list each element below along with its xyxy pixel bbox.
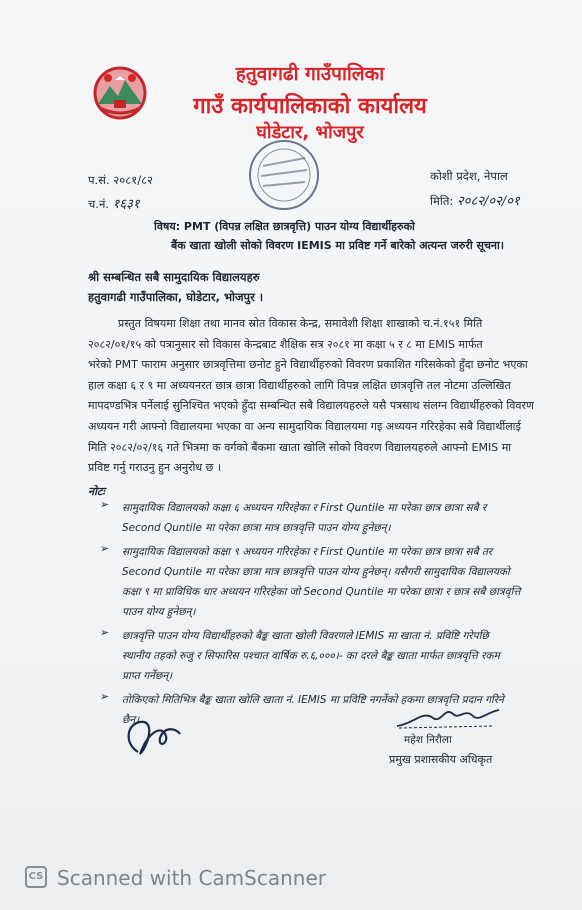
letter-date: [430, 191, 520, 209]
body-line: प्रस्तुत विषयमा शिक्षा तथा मानव स्रोत विकास केन्द्र, समावेशी शिक्षा शाखाको च.नं.१५१ मिति: [118, 317, 483, 330]
dispatch-number-value: १६३१: [112, 197, 140, 212]
office-name: गाउँ कार्यपालिकाको कार्यालय: [193, 94, 427, 119]
note-line: सामुदायिक विद्यालयको कक्षा ६ अध्ययन गरिरहेका र First Quntile मा परेका छात्र छात्रा सबै र: [122, 502, 487, 514]
note-line: Second Quntile मा परेका छात्रा मात्र छात्रवृत्ति पाउन योग्य हुनेछन्।: [122, 522, 391, 534]
body-line: अध्ययन गरी आफ्नो विद्यालयमा भएका वा अन्य सामुदायिक विद्यालयमा गइ अध्ययन गरिरहेका सबै विद्यार्थीलाई: [88, 419, 521, 433]
addressee-line-1: श्री सम्बन्धित सबै सामुदायिक विद्यालयहरु: [88, 270, 260, 284]
body-line: मिति २०८२/०२/१६ गते भित्रमा क वर्गको बैंकमा खाता खोलि सोको विवरण विद्यालयहरुले आफ्नो EMIS मा: [88, 440, 512, 454]
note-item: [100, 626, 540, 686]
scan-watermark-text: Scanned with CamScanner: [57, 866, 326, 890]
office-location: घोडेटार, भोजपुर: [256, 122, 364, 143]
nepal-emblem-icon: [92, 64, 148, 120]
note-line: पाउन योग्य हुनेछन्।: [122, 606, 196, 618]
letter-body: [88, 314, 534, 479]
municipality-name: हतुवागढी गाउँपालिका: [235, 63, 385, 85]
province-text: कोशी प्रदेश, नेपाल: [430, 169, 508, 183]
office-round-stamp-icon: [245, 136, 323, 214]
note-line: छैन।: [122, 714, 140, 726]
note-line: प्राप्त गर्नेछन्।: [122, 670, 173, 682]
body-line: प्रविष्ट गर्नु गराउनु हुन अनुरोध छ ।: [88, 461, 222, 475]
note-heading: नोटः: [88, 485, 105, 498]
note-item: [100, 542, 540, 622]
note-line: स्थानीय तहको रुजु र सिफारिस पश्चात वार्षिक रु.६,०००।- का दरले बैङ्क खाता मार्फत छात्रवृत्ति रकम: [122, 650, 500, 662]
note-item: [100, 498, 540, 538]
body-line: २०८२/०१/१५ को पत्रानुसार सो विकास केन्द्रबाट शैक्षिक सत्र २०८१ मा कक्षा ५ र ८ मा EMIS मार्फत: [88, 337, 483, 351]
arrow-bullet-icon: ➢: [100, 498, 110, 511]
addressee-line-2: हतुवागढी गाउँपालिका, घोडेटार, भोजपुर ।: [88, 290, 264, 304]
arrow-bullet-icon: ➢: [100, 626, 110, 639]
date-label: मिति:: [430, 194, 454, 208]
dispatch-number-label: च.नं.: [88, 197, 109, 211]
officer-signature-icon: [393, 700, 503, 732]
signatory-name: महेश निरौला: [404, 734, 452, 746]
subject-line-1: विषय: PMT (विपन्न लक्षित छात्रवृत्ति) पाउन योग्य विद्यार्थीहरुको: [154, 220, 415, 233]
notes-list: [100, 498, 540, 734]
dispatch-number: [88, 194, 140, 212]
camscanner-logo-icon: CS: [25, 866, 47, 888]
note-line: छात्रवृत्ति पाउन योग्य विद्यार्थीहरुको बैङ्क खाता खोली विवरणले IEMIS मा खाता नं. प्रविष्टि गरेपछि: [122, 630, 489, 642]
arrow-bullet-icon: ➢: [100, 690, 110, 703]
body-line: भरेको PMT फाराम अनुसार छात्रवृत्तिमा छनोट हुने विद्यार्थीहरुको विवरण प्रकाशित गरिसकेको हुँदा छनोट भएका: [88, 358, 528, 372]
body-line: मापदण्डभित्र पर्नेलाई सुनिश्चित भएको हुँदा सम्बन्धित सबै विद्यालयहरुले यसै पत्रसाथ संलग्न विद्यार्थीहरुको विवरण: [88, 399, 534, 413]
body-line: हाल कक्षा ६ र ९ मा अध्ययनरत छात्र छात्रा विद्यार्थीहरुको लागि विपन्न लक्षित छात्रवृत्ति तल नोटमा उल्लिखित: [88, 378, 511, 392]
note-line: सामुदायिक विद्यालयको कक्षा ९ अध्ययन गरिरहेका र First Quntile मा परेका छात्र छात्रा सबै तर: [122, 546, 493, 558]
initial-signature-icon: [118, 712, 188, 762]
note-line: Second Quntile मा परेका छात्रा मात्र छात्रवृत्ति पाउन योग्य हुनेछन्। यसैगरी सामुदायिक विद्यालयको: [122, 566, 510, 578]
note-line: कक्षा ९ मा प्राविधिक धार अध्ययन गरिरहेका जो Second Quntile मा परेका छात्रा र छात्र सबै छात्रवृत्ति: [122, 586, 521, 598]
arrow-bullet-icon: ➢: [100, 542, 110, 555]
signatory-title: प्रमुख प्रशासकीय अधिकृत: [389, 753, 493, 766]
subject-line-2: बैंक खाता खोली सोको विवरण IEMIS मा प्रविष्ट गर्ने बारेको अत्यन्त जरुरी सूचना।: [171, 239, 505, 252]
letter-reference-number: प.सं. २०८१/८२: [88, 173, 154, 187]
date-value: २०८२/०२/०१: [456, 194, 520, 209]
note-line: तोकिएको मितिभित्र बैङ्क खाता खोलि खाता नं. IEMIS मा प्रविष्टि नगर्नेको हकमा छात्रवृत्ति प्रदान गरिने: [122, 694, 504, 706]
